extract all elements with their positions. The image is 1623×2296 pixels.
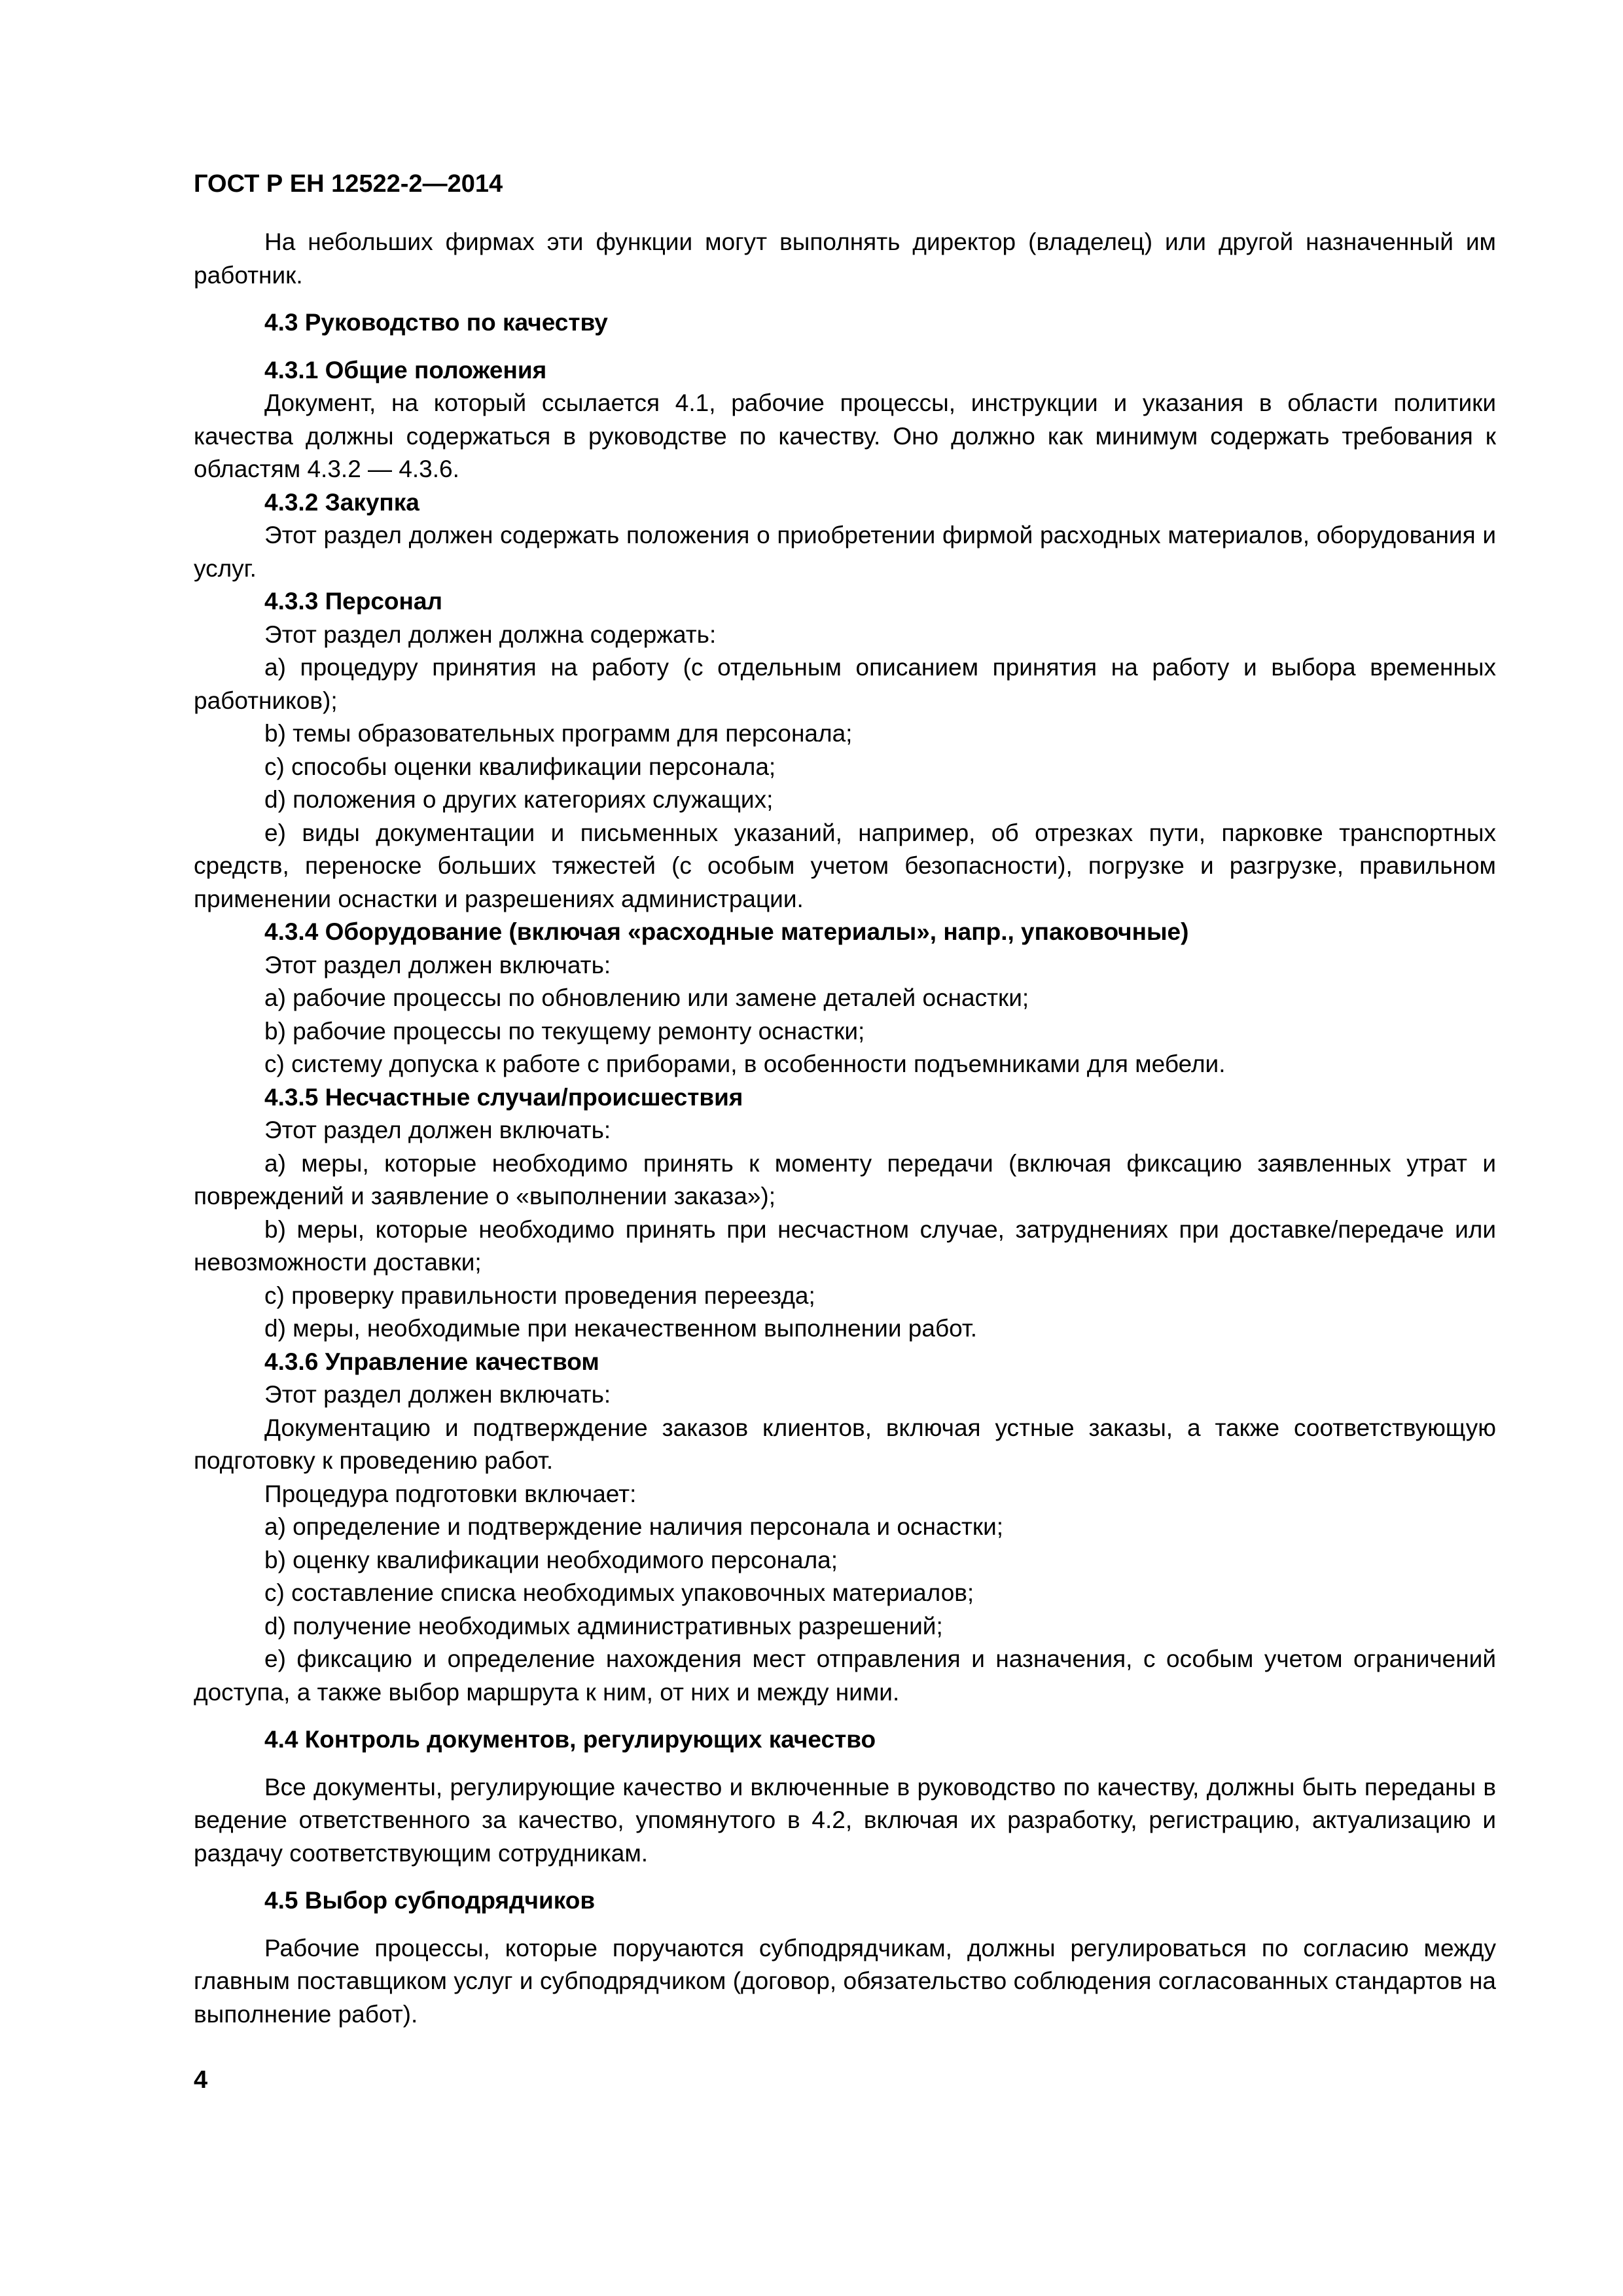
page-number: 4	[194, 2066, 208, 2094]
paragraph: c) проверку правильности проведения переезда;	[264, 1282, 815, 1309]
page-header: ГОСТ Р ЕН 12522-2—2014	[194, 170, 503, 198]
section-heading: 4.5 Выбор субподрядчиков	[264, 1887, 596, 1914]
paragraph: a) меры, которые необходимо принять к моменту передачи (включая фиксацию заявленных утрат и повреждений и заявление о «выполнении заказа»);	[194, 1149, 1496, 1210]
section-heading: 4.3.3 Персонал	[264, 588, 442, 615]
section-heading: 4.3.6 Управление качеством	[264, 1348, 599, 1375]
section-heading: 4.3.1 Общие положения	[264, 356, 547, 384]
paragraph: Этот раздел должен включать:	[264, 951, 611, 978]
paragraph: e) виды документации и письменных указаний, например, об отрезках пути, парковке транспортных средств, переноске больших тяжестей (с особым учетом безопасности), погрузке и разгрузке, правильном применении оснастки и разрешениях администрации.	[194, 819, 1496, 912]
paragraph: e) фиксацию и определение нахождения мест отправления и назначения, с особым учетом ограничений доступа, а также выбор маршрута к ним, от них и между ними.	[194, 1645, 1496, 1706]
paragraph: b) меры, которые необходимо принять при несчастном случае, затруднениях при доставке/передаче или невозможности доставки;	[194, 1215, 1496, 1276]
paragraph: Рабочие процессы, которые поручаются субподрядчикам, должны регулироваться по согласию между главным поставщиком услуг и субподрядчиком (договор, обязательство соблюдения согласованных стандартов на выполнение работ).	[194, 1934, 1496, 2028]
paragraph: d) положения о других категориях служащих;	[264, 786, 774, 813]
paragraph: Документ, на который ссылается 4.1, рабочие процессы, инструкции и указания в области политики качества должны содержаться в руководстве по качеству. Оно должно как минимум содержать требования к областям 4.3.2 — 4.3.6.	[194, 389, 1496, 482]
paragraph: Этот раздел должен включать:	[264, 1381, 611, 1408]
paragraph: b) оценку квалификации необходимого персонала;	[264, 1546, 838, 1573]
section-heading: 4.3.2 Закупка	[264, 488, 419, 516]
paragraph: Все документы, регулирующие качество и включенные в руководство по качеству, должны быть переданы в ведение ответственного за качество, упомянутого в 4.2, включая их разработку, регистрацию, актуализацию и раздачу соответствующим сотрудникам.	[194, 1773, 1496, 1867]
section-heading: 4.3.5 Несчастные случаи/происшествия	[264, 1083, 743, 1111]
paragraph: b) темы образовательных программ для персонала;	[264, 720, 853, 747]
section-heading: 4.3.4 Оборудование (включая «расходные материалы», напр., упаковочные)	[264, 918, 1189, 945]
section-heading: 4.4 Контроль документов, регулирующих качество	[264, 1726, 876, 1753]
paragraph: b) рабочие процессы по текущему ремонту оснастки;	[264, 1017, 865, 1045]
paragraph: c) способы оценки квалификации персонала;	[264, 753, 776, 780]
paragraph: Этот раздел должен должна содержать:	[264, 620, 717, 648]
paragraph: Этот раздел должен содержать положения о приобретении фирмой расходных материалов, оборудования и услуг.	[194, 522, 1496, 582]
paragraph: c) систему допуска к работе с приборами, в особенности подъемниками для мебели.	[264, 1050, 1226, 1077]
paragraph: d) получение необходимых административных разрешений;	[264, 1612, 943, 1640]
paragraph: a) рабочие процессы по обновлению или замене деталей оснастки;	[264, 984, 1029, 1011]
paragraph: Этот раздел должен включать:	[264, 1117, 611, 1143]
paragraph: c) составление списка необходимых упаковочных материалов;	[264, 1579, 974, 1606]
paragraph: d) меры, необходимые при некачественном выполнении работ.	[264, 1315, 978, 1342]
paragraph: Документацию и подтверждение заказов клиентов, включая устные заказы, а также соответствующую подготовку к проведению работ.	[194, 1414, 1496, 1474]
paragraph: a) определение и подтверждение наличия персонала и оснастки;	[264, 1513, 1004, 1540]
paragraph: На небольших фирмах эти функции могут выполнять директор (владелец) или другой назначенный им работник.	[194, 228, 1496, 289]
document-body	[194, 226, 1496, 2031]
paragraph: Процедура подготовки включает:	[264, 1480, 637, 1507]
section-heading: 4.3 Руководство по качеству	[264, 309, 608, 336]
paragraph: a) процедуру принятия на работу (с отдельным описанием принятия на работу и выбора временных работников);	[194, 654, 1496, 714]
